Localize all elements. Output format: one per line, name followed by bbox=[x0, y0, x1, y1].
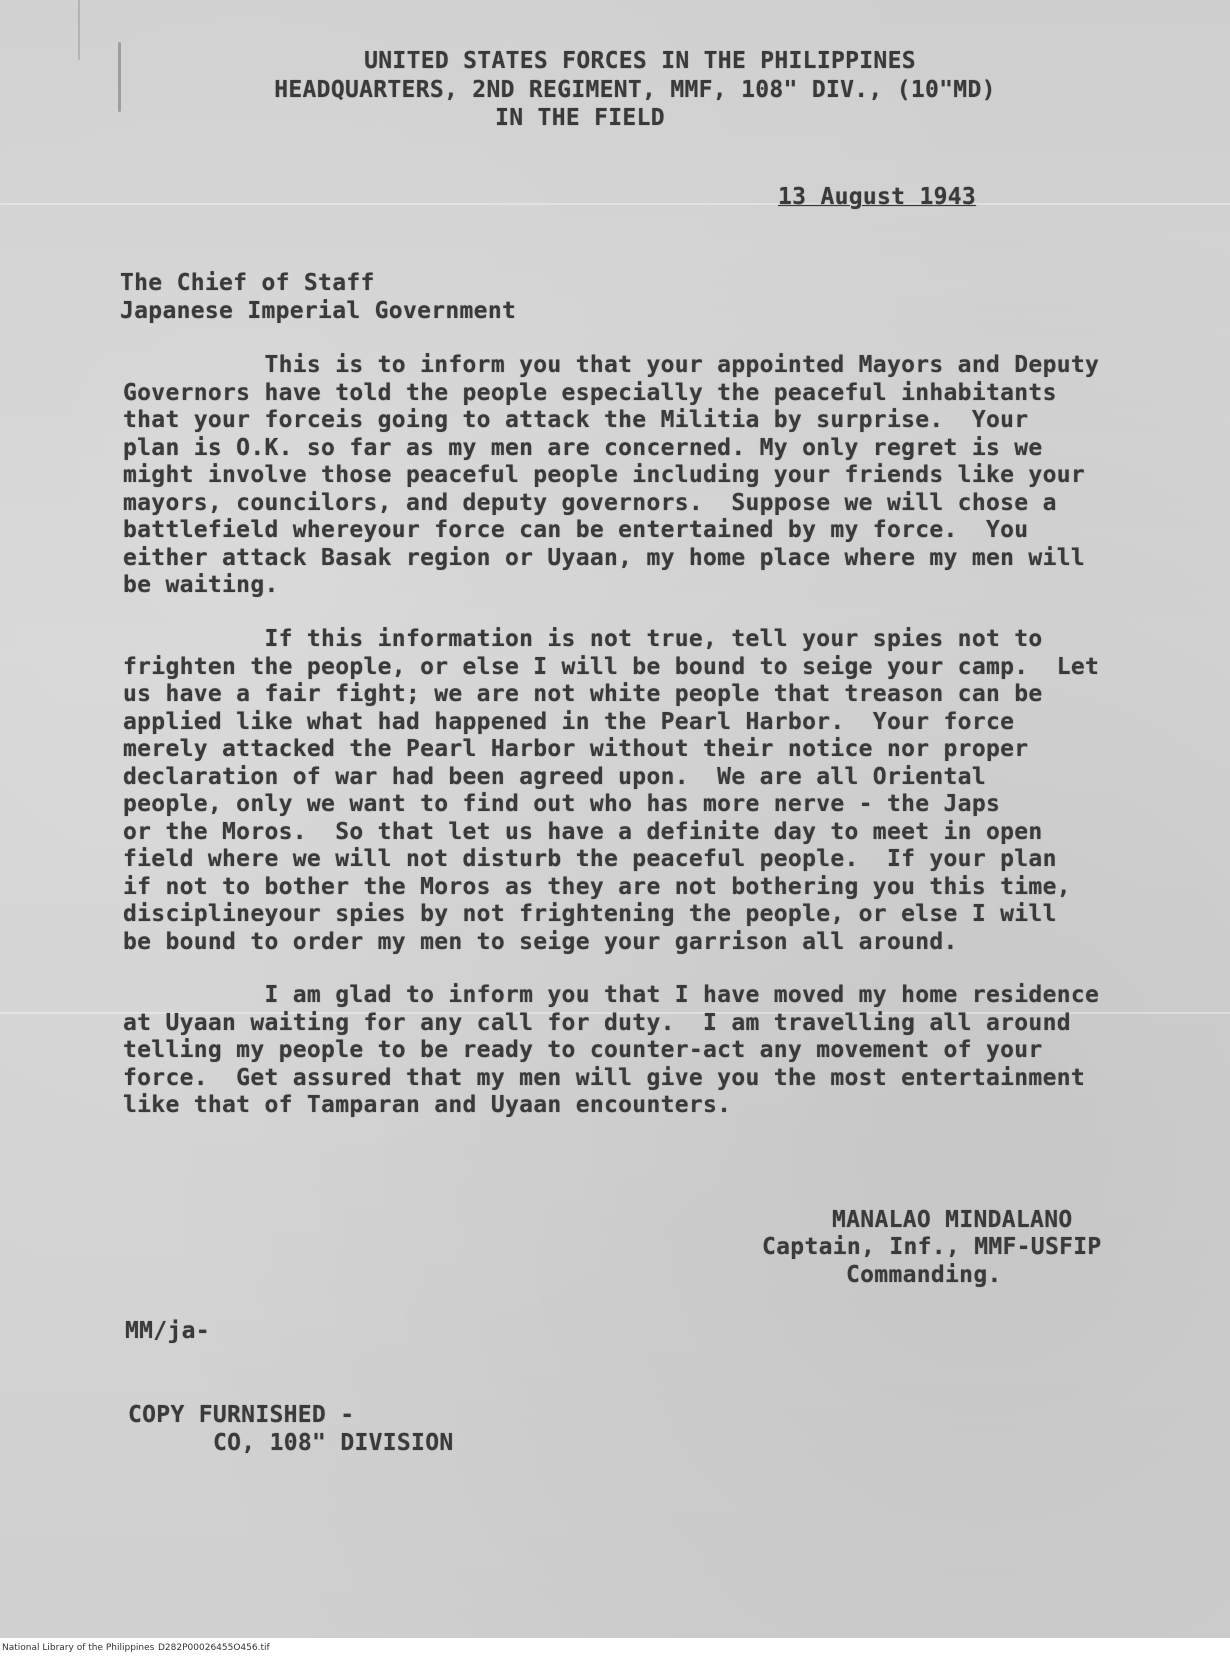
signature-title: Captain, Inf., MMF-USFIP bbox=[762, 1234, 1102, 1260]
signature-role: Commanding. bbox=[846, 1262, 1002, 1288]
text-line: If this information is not true, tell your spies not to bbox=[123, 626, 1043, 652]
letter-date: 13 August 1943 bbox=[778, 184, 977, 210]
text-line: telling my people to be ready to counter-act any movement of your bbox=[123, 1037, 1043, 1063]
signature-name: MANALAO MINDALANO bbox=[832, 1207, 1073, 1233]
text-line: I am glad to inform you that I have moved my home residence bbox=[123, 982, 1100, 1008]
text-line: This is to inform you that your appointed Mayors and Deputy bbox=[123, 352, 1100, 378]
body-paragraph-2 bbox=[123, 626, 1103, 956]
text-line: applied like what had happened in the Pearl Harbor. Your force bbox=[123, 708, 1015, 735]
letterhead-line-3: IN THE FIELD bbox=[495, 105, 665, 131]
scan-footer bbox=[0, 1638, 1230, 1658]
text-line: like that of Tamparan and Uyaan encounters. bbox=[123, 1092, 732, 1118]
body-paragraph-1 bbox=[123, 352, 1103, 600]
text-line: merely attacked the Pearl Harbor without their notice nor proper bbox=[123, 736, 1029, 762]
paper-fold-line bbox=[0, 203, 1230, 205]
text-line: us have a fair fight; we are not white people that treason can be bbox=[123, 681, 1043, 707]
text-line: if not to bother the Moros as they are not bothering you this time, bbox=[123, 873, 1071, 900]
text-line: people, only we want to find out who has more nerve - the Japs bbox=[123, 791, 1001, 817]
letterhead-line-2: HEADQUARTERS, 2ND REGIMENT, MMF, 108" DIV., (10"MD) bbox=[274, 77, 996, 103]
footer-filename: D282P00026455O456.tif bbox=[158, 1643, 270, 1653]
copy-furnished-recipient: CO, 108" DIVISION bbox=[213, 1430, 454, 1456]
text-line: disciplineyour spies by not frightening the people, or else I will bbox=[123, 901, 1057, 927]
addressee-line-1: The Chief of Staff bbox=[120, 270, 375, 296]
text-line: be bound to order my men to seige your garrison all around. bbox=[123, 928, 958, 955]
addressee-line-2: Japanese Imperial Government bbox=[120, 298, 517, 324]
text-line: battlefield whereyour force can be entertained by my force. You bbox=[123, 517, 1029, 543]
text-line: or the Moros. So that let us have a definite day to meet in open bbox=[123, 818, 1043, 845]
body-paragraph-3 bbox=[123, 982, 1103, 1120]
text-line: Governors have told the people especially the peaceful inhabitants bbox=[123, 379, 1057, 406]
letterhead-line-1: UNITED STATES FORCES IN THE PHILIPPINES bbox=[364, 48, 916, 74]
text-line: be waiting. bbox=[123, 572, 279, 598]
text-line: might involve those peaceful people including your friends like your bbox=[123, 462, 1086, 488]
text-line: that your forceis going to attack the Militia by surprise. Your bbox=[123, 407, 1029, 433]
text-line: plan is O.K. so far as my men are concerned. My only regret is we bbox=[123, 434, 1043, 461]
footer-library: National Library of the Philippines bbox=[2, 1643, 155, 1653]
text-line: force. Get assured that my men will give you the most entertainment bbox=[123, 1064, 1086, 1091]
text-line: frighten the people, or else I will be bound to seige your camp. Let bbox=[123, 653, 1100, 680]
text-line: declaration of war had been agreed upon. We are all Oriental bbox=[123, 763, 986, 790]
text-line: mayors, councilors, and deputy governors. Suppose we will chose a bbox=[123, 489, 1057, 516]
reference-initials: MM/ja- bbox=[125, 1318, 210, 1344]
text-line: either attack Basak region or Uyaan, my home place where my men will bbox=[123, 544, 1086, 571]
copy-furnished-label: COPY FURNISHED - bbox=[128, 1402, 355, 1428]
text-line: field where we will not disturb the peaceful people. If your plan bbox=[123, 846, 1057, 872]
text-line: at Uyaan waiting for any call for duty. I am travelling all around bbox=[123, 1009, 1071, 1036]
